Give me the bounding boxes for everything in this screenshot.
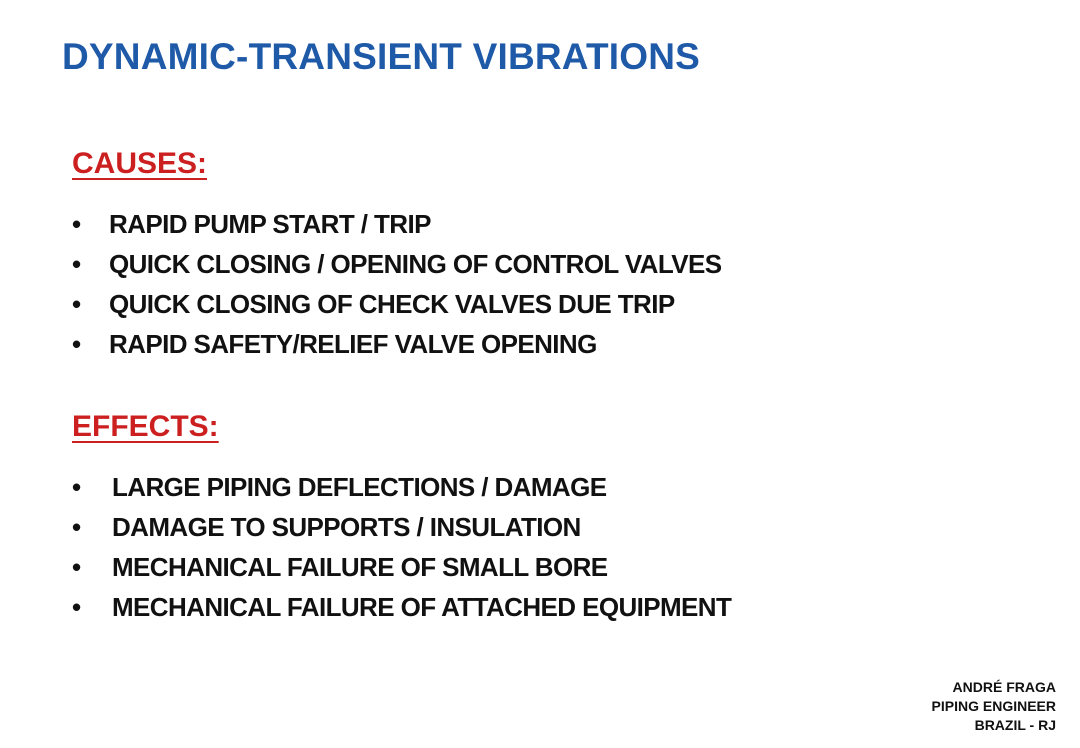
list-item-text: LARGE PIPING DEFLECTIONS / DAMAGE (112, 472, 607, 502)
bullet-icon: • (72, 209, 81, 239)
list-item-text: MECHANICAL FAILURE OF SMALL BORE (112, 552, 608, 582)
list-item (72, 204, 431, 244)
bullet-icon: • (72, 472, 81, 502)
list-item (72, 507, 581, 547)
list-item (72, 284, 675, 324)
list-item (72, 587, 732, 627)
list-item (72, 244, 722, 284)
bullet-icon: • (72, 552, 81, 582)
author-role: PIPING ENGINEER (931, 698, 1056, 714)
bullet-icon: • (72, 592, 81, 622)
causes-section (72, 147, 722, 364)
author-location: BRAZIL - RJ (974, 717, 1056, 733)
author-name: ANDRÉ FRAGA (952, 679, 1056, 695)
slide-title: DYNAMIC-TRANSIENT VIBRATIONS (62, 36, 701, 77)
bullet-icon: • (72, 512, 81, 542)
list-item-text: QUICK CLOSING / OPENING OF CONTROL VALVES (109, 249, 722, 279)
author-signature (932, 678, 1056, 735)
list-item (72, 467, 607, 507)
causes-heading: CAUSES: (72, 147, 208, 180)
list-item-text: DAMAGE TO SUPPORTS / INSULATION (112, 512, 581, 542)
bullet-icon: • (72, 249, 81, 279)
list-item-text: MECHANICAL FAILURE OF ATTACHED EQUIPMENT (112, 592, 732, 622)
bullet-icon: • (72, 329, 81, 359)
list-item-text: RAPID SAFETY/RELIEF VALVE OPENING (109, 329, 597, 359)
list-item-text: QUICK CLOSING OF CHECK VALVES DUE TRIP (109, 289, 675, 319)
list-item (72, 547, 608, 587)
causes-list (72, 204, 722, 364)
bullet-icon: • (72, 289, 81, 319)
effects-section (72, 410, 732, 627)
list-item-text: RAPID PUMP START / TRIP (109, 209, 431, 239)
list-item (72, 324, 597, 364)
effects-heading: EFFECTS: (72, 410, 219, 443)
effects-list (72, 467, 732, 627)
